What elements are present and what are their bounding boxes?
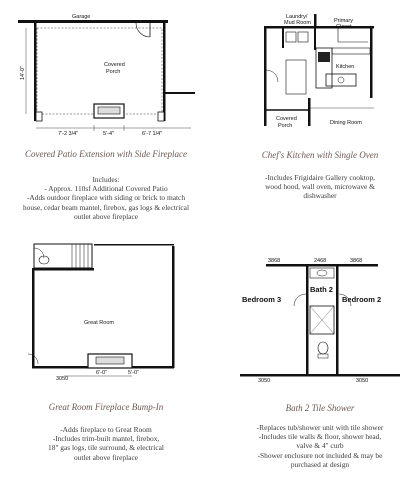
kitchen-desc-line: -Includes Frigidaire Gallery cooktop, xyxy=(264,173,375,182)
window-label-bottom-right: 3050 xyxy=(356,378,369,384)
bath-desc-line: -Shower enclosure not included & may be xyxy=(257,450,383,460)
kitchen-description xyxy=(222,173,418,201)
great-room-description xyxy=(4,425,208,462)
patio-desc-line: Includes: xyxy=(92,175,120,184)
great-room-desc-line: -Includes trim-built mantel, firebox, xyxy=(52,434,160,444)
window-label-bottom-left: 3050 xyxy=(258,378,271,384)
patio-desc-line: house, cedar beam mantel, firebox, gas logs & electrical xyxy=(22,202,190,212)
bedroom-2-label: Bedroom 2 xyxy=(342,295,382,304)
great-room-plan-drawing xyxy=(24,242,184,382)
kitchen-floor-plan xyxy=(258,10,383,132)
bath-description xyxy=(222,423,418,469)
bath-desc-line: valve & 4" curb xyxy=(296,441,344,451)
bedroom-3-label: Bedroom 3 xyxy=(242,295,282,304)
patio-description xyxy=(4,175,208,221)
kitchen-porch-line2: Porch xyxy=(278,123,293,129)
closet-label-line1: Primary xyxy=(334,18,353,24)
window-label-left: 3868 xyxy=(268,258,281,264)
great-room-dimension-b: 5'-0" xyxy=(128,370,139,376)
great-room-label: Great Room xyxy=(84,320,114,326)
patio-plan-drawing xyxy=(6,4,206,140)
kitchen-porch-line1: Covered xyxy=(276,116,297,122)
great-room-desc-line: -Adds fireplace to Great Room xyxy=(60,425,152,434)
great-room-caption: Great Room Fireplace Bump-In xyxy=(48,402,164,412)
great-room-desc-line: 18" gas logs, tile surround, & electrical xyxy=(48,443,164,453)
patio-desc-line: outlet above fireplace xyxy=(73,211,139,221)
patio-dimension-a: 7'-2 3/4" xyxy=(58,131,79,137)
porch-label-line1: Covered xyxy=(104,62,125,68)
great-room-dimension-a: 6'-0" xyxy=(96,370,107,376)
closet-label-line2: Closet xyxy=(336,24,352,30)
window-label-right: 3868 xyxy=(350,258,363,264)
patio-floor-plan xyxy=(6,4,206,140)
patio-desc-line: - Approx. 110sf Additional Covered Patio xyxy=(44,184,168,194)
great-room-floor-plan xyxy=(24,242,184,382)
laundry-label-line1: Laundry/ xyxy=(286,14,308,20)
bath-floor-plan xyxy=(238,254,408,384)
laundry-label-line2: Mud Room xyxy=(284,20,311,26)
kitchen-desc-line: wood hood, wall oven, microwave & xyxy=(265,182,375,192)
bath-2-label: Bath 2 xyxy=(310,285,333,294)
dining-room-label: Dining Room xyxy=(330,120,362,126)
kitchen-caption: Chef's Kitchen with Single Oven xyxy=(261,150,379,160)
great-room-desc-line: outlet above fireplace xyxy=(73,452,139,462)
patio-caption: Covered Patio Extension with Side Fireplace xyxy=(24,149,188,159)
patio-dimension-c: 6'-7 1/4" xyxy=(142,131,163,137)
bath-plan-drawing xyxy=(238,254,408,384)
kitchen-plan-drawing xyxy=(258,10,383,132)
bath-desc-line: -Includes tile walls & floor, shower head, xyxy=(258,432,382,442)
patio-height-dimension: 14'-0" xyxy=(20,65,26,80)
patio-desc-line: -Adds outdoor fireplace with siding or brick to match xyxy=(26,193,186,203)
patio-dimension-b: 5'-4" xyxy=(103,131,114,137)
bath-desc-line: -Replaces tub/shower unit with tile shower xyxy=(256,423,384,432)
garage-label: Garage xyxy=(72,14,91,20)
kitchen-label: Kitchen xyxy=(336,64,355,70)
window-label-mid: 2468 xyxy=(314,258,327,264)
bath-caption: Bath 2 Tile Shower xyxy=(285,403,355,413)
porch-label-line2: Porch xyxy=(106,69,121,75)
kitchen-desc-line: dishwasher xyxy=(303,191,337,201)
bath-desc-line: purchased at design xyxy=(290,459,350,469)
great-room-window-label: 3050 xyxy=(56,376,69,382)
